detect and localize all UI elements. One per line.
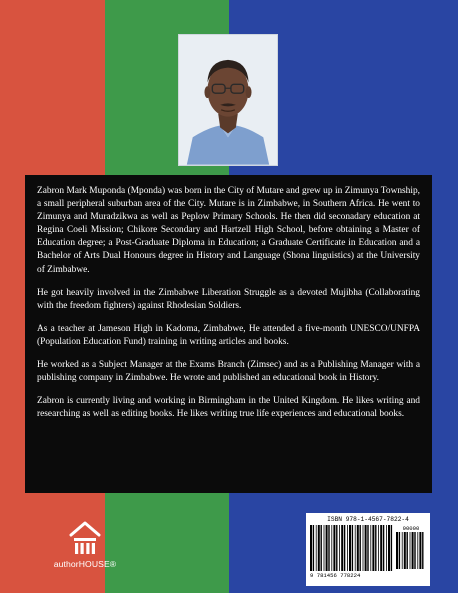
barcode-bars: [310, 525, 426, 571]
isbn-number: ISBN 978-1-4567-7822-4: [327, 516, 409, 523]
publisher-name: authorHOUSE®: [53, 559, 117, 569]
author-bio-panel: [25, 175, 432, 493]
ean-barcode-icon: [310, 525, 393, 571]
author-portrait-icon: [179, 35, 277, 165]
bio-paragraph: Zabron Mark Muponda (Mponda) was born in the City of Mutare and grew up in Zimunya Township, a small peripheral suburban area of the City. Mutare is in Zimbabwe, in Southern Africa. He went to Zimunya and Muradzikwa as well as Peplow Primary Schools. He then did seconadary education at Regina Coeli Mission; Chikore Secondary and Hartzell High School, before obtaining a Master of Education degree; a Post-Graduate Diploma in Education; a Graduate Certificate in Education and a Bachelor of Arts Dual Honours degree in History and Language (Shona linguistics) at the University of Zimbabwe.: [37, 186, 420, 275]
addon-number: 90000: [402, 525, 420, 532]
bio-paragraph: He got heavily involved in the Zimbabwe Liberation Struggle as a devoted Mujibha (Collaborating with the freedom fighters) against Rhodesian Soldiers.: [37, 287, 420, 311]
author-photo: [178, 34, 278, 166]
ean-number: 9 781456 778224: [310, 572, 361, 579]
authorhouse-logo-icon: [68, 520, 102, 556]
bio-paragraph: Zabron is currently living and working in Birmingham in the United Kingdom. He likes writing and researching as well as editing books. He likes writing true life experiences and educational books.: [37, 396, 420, 420]
isbn-barcode: [306, 513, 430, 586]
bio-paragraph: As a teacher at Jameson High in Kadoma, Zimbabwe, He attended a five-month UNESCO/UNFPA (Population Education Fund) training in writing articles and books.: [37, 323, 420, 347]
bio-paragraph: He worked as a Subject Manager at the Exams Branch (Zimsec) and as a Publishing Manager with a publishing company in Zimbabwe. He wrote and published an educational book in History.: [37, 360, 420, 384]
publisher-logo: [52, 520, 118, 582]
addon-barcode-icon: [396, 532, 426, 569]
